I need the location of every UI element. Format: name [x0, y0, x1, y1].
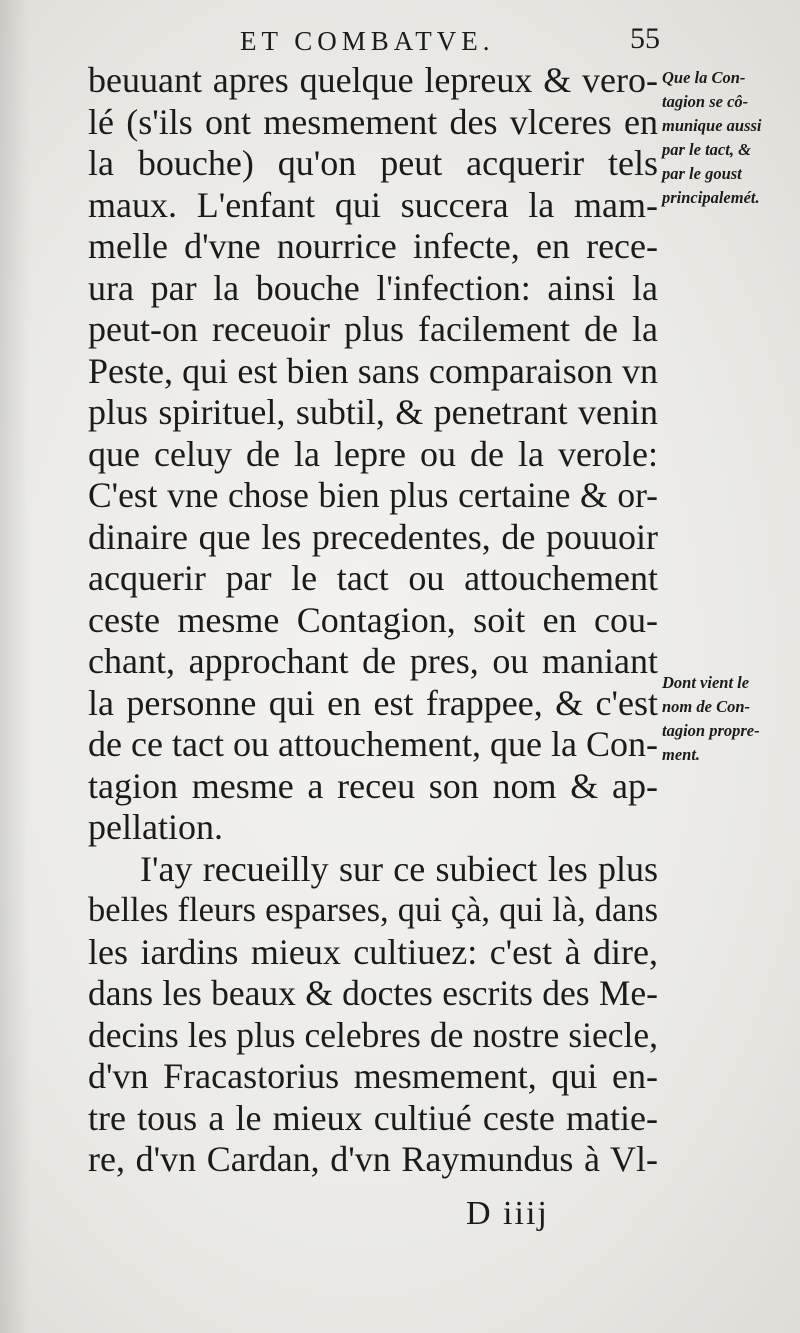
text-line: belles fleurs esparses, qui çà, qui là, dans: [88, 891, 658, 929]
margin-note-line: ment.: [662, 745, 701, 764]
text-line: decins les plus celebres de nostre siecle,: [88, 1014, 658, 1055]
text-line: d'vn Fracastorius mesmement, qui en-: [88, 1056, 658, 1096]
text-line: tagion mesme a receu son nom & ap-: [88, 765, 658, 806]
text-line: Peste, qui est bien sans comparaison vn: [88, 350, 658, 391]
text-line: peut-on receuoir plus facilement de la: [88, 309, 658, 349]
margin-note-line: par le goust: [662, 164, 742, 183]
text-line: melle d'vne nourrice infecte, en rece-: [88, 226, 658, 266]
margin-note-line: munique aussi: [662, 116, 762, 135]
text-line: de ce tact ou attouchement, que la Con-: [88, 724, 658, 764]
page-number: 55: [630, 22, 660, 55]
text-line: beuuant apres quelque lepreux & vero-: [88, 60, 658, 100]
signature-mark: D iiij: [466, 1195, 549, 1232]
margin-note-line: par le tact, &: [662, 140, 751, 159]
margin-note-origin: [662, 671, 797, 767]
text-line: C'est vne chose bien plus certaine & or-: [88, 475, 658, 515]
text-line: lé (s'ils ont mesmement des vlceres en: [88, 101, 658, 142]
text-line: re, d'vn Cardan, d'vn Raymundus à Vl-: [88, 1139, 658, 1179]
text-line: la bouche) qu'on peut acquerir tels: [88, 143, 658, 183]
text-line: les iardins mieux cultiuez: c'est à dire,: [88, 931, 658, 972]
text-line: tre tous a le mieux cultiué ceste matie-: [88, 1097, 658, 1138]
text-line: que celuy de la lepre ou de la verole:: [88, 433, 658, 474]
text-line: pellation.: [88, 807, 223, 847]
text-line: maux. L'enfant qui succera la mam-: [88, 184, 658, 225]
running-head: ET COMBATVE.: [240, 26, 495, 56]
text-line: ceste mesme Contagion, soit en cou-: [88, 599, 658, 640]
margin-note-line: tagion se cô-: [662, 92, 749, 111]
margin-note-line: Que la Con-: [662, 68, 746, 87]
margin-note-line: tagion propre-: [662, 721, 760, 740]
text-line: la personne qui en est frappee, & c'est: [88, 682, 658, 723]
text-line: acquerir par le tact ou attouchement: [88, 558, 658, 598]
margin-note-line: principalemét.: [662, 188, 760, 207]
body-text: [88, 60, 658, 1181]
text-line: chant, approchant de pres, ou maniant: [88, 641, 658, 681]
text-line: plus spirituel, subtil, & penetrant venin: [88, 392, 658, 432]
text-line: ura par la bouche l'infection: ainsi la: [88, 267, 658, 308]
margin-note-line: Dont vient le: [662, 673, 750, 692]
margin-note-contagion: [662, 66, 797, 210]
page-gutter-shadow: [0, 0, 30, 1333]
page-header: [210, 22, 660, 62]
margin-note-line: nom de Con-: [662, 697, 751, 716]
text-line: dans les beaux & doctes escrits des Me-: [88, 973, 658, 1013]
text-line: I'ay recueilly sur ce subiect les plus: [140, 848, 658, 889]
text-line: dinaire que les precedentes, de pouuoir: [88, 516, 658, 557]
